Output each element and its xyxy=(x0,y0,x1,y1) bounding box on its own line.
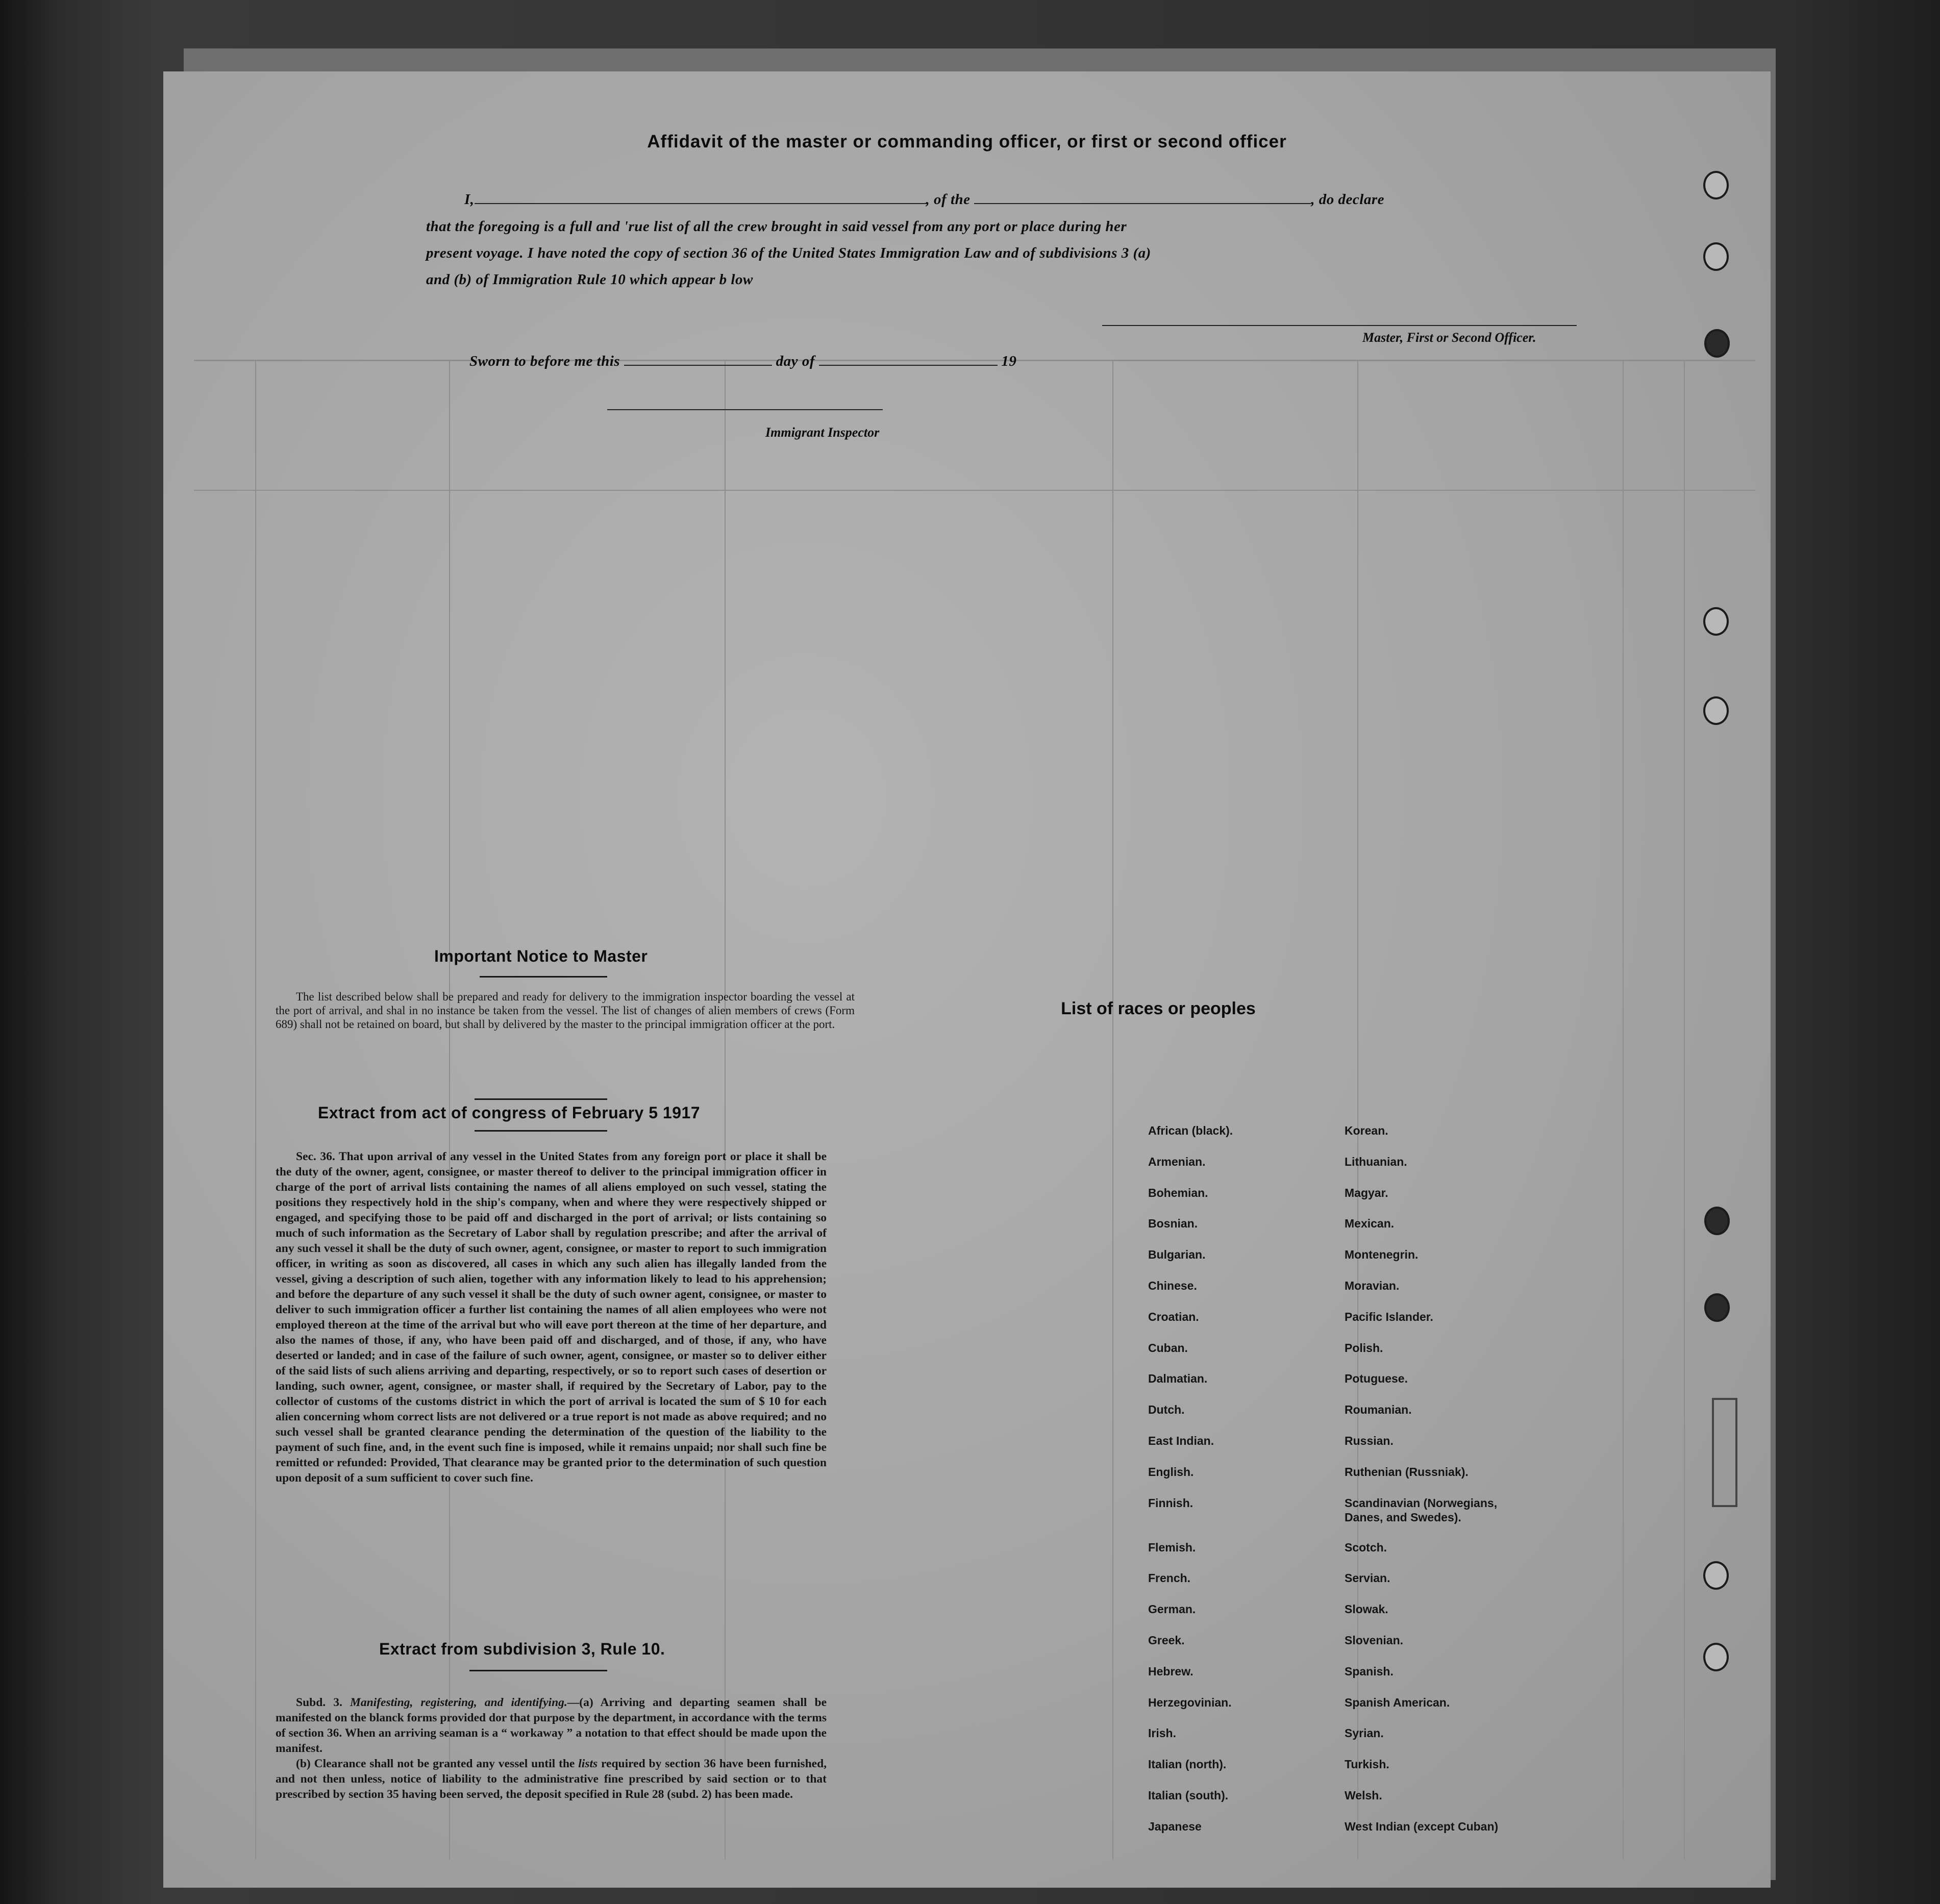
binder-hole xyxy=(1704,329,1730,358)
race-item: Bulgarian. xyxy=(1148,1248,1206,1262)
sworn-month-blank xyxy=(819,356,998,366)
race-item: Servian. xyxy=(1345,1571,1390,1585)
inspector-signature-line xyxy=(607,409,883,410)
rule-subd-label: Subd. 3. xyxy=(296,1696,342,1709)
race-item: Bohemian. xyxy=(1148,1186,1208,1199)
race-item: Lithuanian. xyxy=(1345,1155,1407,1168)
notice-text: The list described below shall be prepared and ready for delivery to the immigration inspector boarding the vessel at the port of arrival, and shal in no instance be taken from the vessel. The list of changes of alien members of crews (Form 689) shall not be retained on board, but shall by delivered by the master to the principal immigration officer at the port. xyxy=(276,990,855,1031)
race-item: Korean. xyxy=(1345,1124,1388,1137)
rule-text-b-prefix: (b) Clearance shall not be granted any vessel until the xyxy=(296,1757,575,1770)
race-item: Syrian. xyxy=(1345,1726,1384,1740)
race-item: Bosnian. xyxy=(1148,1217,1198,1231)
race-item: Cuban. xyxy=(1148,1341,1188,1355)
sworn-prefix: Sworn to before me this xyxy=(469,353,620,369)
race-item: Ruthenian (Russniak). xyxy=(1345,1465,1469,1479)
bleed-line xyxy=(194,490,1755,491)
race-item: African (black). xyxy=(1148,1124,1233,1137)
bleed-through-heading xyxy=(378,158,408,189)
rule-text-b-rest: required by section 36 have been furnished, and not then unless, notice of liability to the administrative fine prescribed by said section or to that prescribed by section 35 having been served, the deposit specified in Rule 28 (subd. 2) has been made. xyxy=(276,1757,827,1801)
rule-title: Extract from subdivision 3, Rule 10. xyxy=(379,1640,665,1658)
affidavit-title: Affidavit of the master or commanding officer, or first or second officer xyxy=(647,132,1287,152)
race-item: East Indian. xyxy=(1148,1434,1214,1447)
race-item: Polish. xyxy=(1345,1341,1383,1355)
affidavit-i: I, xyxy=(464,191,475,208)
bleed-line xyxy=(1684,360,1685,1860)
race-item: Welsh. xyxy=(1345,1789,1382,1802)
inspector-caption: Immigrant Inspector xyxy=(765,425,880,440)
binder-hole xyxy=(1703,171,1729,199)
race-item: Dalmatian. xyxy=(1148,1372,1208,1386)
rule-text-b-lists: lists xyxy=(578,1757,598,1770)
race-item: Flemish. xyxy=(1148,1540,1196,1554)
race-item: German. xyxy=(1148,1602,1196,1616)
race-item: Armenian. xyxy=(1148,1155,1206,1168)
sworn-day-of: day of xyxy=(776,353,815,369)
bleed-line xyxy=(1112,360,1113,1860)
affidavit-line-3: present voyage. I have noted the copy of section 36 of the United States Immigration Law and of subdivisions 3 (a) xyxy=(426,245,1151,261)
race-item: Roumanian. xyxy=(1345,1403,1412,1417)
race-item: Herzegovinian. xyxy=(1148,1695,1232,1709)
race-item: Greek. xyxy=(1148,1634,1185,1647)
race-item: Japanese xyxy=(1148,1819,1202,1833)
act-rule-bottom xyxy=(475,1130,607,1132)
handwritten-mark xyxy=(1806,453,1929,589)
race-item: Hebrew. xyxy=(1148,1664,1193,1678)
race-item: Spanish American. xyxy=(1345,1695,1450,1709)
act-title: Extract from act of congress of February 5 1917 xyxy=(318,1104,701,1122)
race-item: French. xyxy=(1148,1571,1191,1585)
binder-hole xyxy=(1703,696,1729,725)
race-item: Spanish. xyxy=(1345,1664,1394,1678)
race-item: Slowak. xyxy=(1345,1602,1388,1616)
race-item: Italian (south). xyxy=(1148,1789,1229,1802)
race-item: Scandinavian (Norwegians, Danes, and Swedes). xyxy=(1345,1496,1498,1524)
race-item: Scotch. xyxy=(1345,1540,1387,1554)
affidavit-line-2: that the foregoing is a full and 'rue list of all the crew brought in said vessel from any port or place during her xyxy=(426,218,1127,235)
rule-rule xyxy=(469,1670,607,1671)
sworn-year: 19 xyxy=(1001,353,1017,369)
binder-hole xyxy=(1703,242,1729,271)
binder-hole xyxy=(1704,1293,1730,1322)
races-title: List of races or peoples xyxy=(1061,999,1256,1018)
notice-title: Important Notice to Master xyxy=(434,947,648,965)
act-text: Sec. 36. That upon arrival of any vessel in the United States from any foreign port or place it shall be the duty of the owner, agent, consignee, or master thereof to deliver to the principal immigration officer in charge of the port of arrival lists containing the names of all aliens employed on such vessel, stating the positions they respectively hold in the ship's company, when and where they were respectively shipped or engaged, and specifying those to be paid off and discharged in the port of arrival; or lists containing so much of such information as the Secretary of Labor shall by regulation prescribe; and after the arrival of any such vessel it shall be the duty of such owner, agent, consignee, or master to report to such immigration officer, in writing as soon as discovered, all cases in which any such alien has illegally landed from the vessel, giving a description of such alien, together with any information likely to lead to his apprehension; and before the departure of any such vessel it shall be the duty of such owner agent, consignee, or master to deliver to such immigration officer a further list containing the names of all alien employees who were not employed thereon at the time of the arrival but who will eave port thereon at the time of her departure, and also the names of those, if any, who have been paid off and discharged, and of those, if any, who have deserted or landed; and in case of the failure of such owner, agent, consignee, or master so to deliver either of the said lists of such aliens arriving and departing, respectively, or so to report such cases of desertion or landing, such owner, agent, consignee, or master shall, if required by the Secretary of Labor, pay to the collector of customs of the customs district in which the port of arrival is located the sum of $ 10 for each alien concerning whom correct lists are not delivered or a true report is not made as above required; and no such vessel shall be granted clearance pending the determination of the question of the liability to the payment of such fine, and, in the event such fine is imposed, while it remains unpaid; nor shall such fine be remitted or refunded: Provided, That clearance may be granted prior to the determination of such question upon deposit of a sum sufficient to cover such fine. xyxy=(276,1150,827,1485)
rule-text-a: —(a) Arriving and departing seamen shall be manifested on the blanck forms provided dor that purpose by the department, in accordance with the terms of section 36. When an arriving seaman is a “ workaway ” a notation to that effect should be made upon the manifest. xyxy=(276,1696,827,1755)
race-item: Mexican. xyxy=(1345,1217,1395,1231)
sworn-line xyxy=(469,353,1016,370)
race-item: Moravian. xyxy=(1345,1279,1400,1292)
binder-hole xyxy=(1703,607,1729,636)
act-rule-top xyxy=(475,1098,607,1100)
rule-text xyxy=(276,1695,827,1802)
race-item: Montenegrin. xyxy=(1345,1248,1419,1262)
race-item: West Indian (except Cuban) xyxy=(1345,1819,1499,1833)
name-blank xyxy=(475,194,926,204)
filing-stamp xyxy=(1712,1398,1737,1507)
race-item: Dutch. xyxy=(1148,1403,1185,1417)
race-item: Turkish. xyxy=(1345,1758,1389,1771)
race-item: Magyar. xyxy=(1345,1186,1388,1199)
race-item: Pacific Islander. xyxy=(1345,1310,1433,1323)
bleed-line xyxy=(1623,360,1624,1860)
affidavit-line-4: and (b) of Immigration Rule 10 which appear b low xyxy=(426,271,753,288)
race-item: Finnish. xyxy=(1148,1496,1193,1510)
race-item: Slovenian. xyxy=(1345,1634,1404,1647)
bleed-line xyxy=(725,360,726,1860)
sworn-day-blank xyxy=(624,356,772,366)
race-item: English. xyxy=(1148,1465,1194,1479)
binder-hole xyxy=(1704,1207,1730,1235)
affidavit-line-1 xyxy=(464,191,1384,208)
affidavit-of-the: , of the xyxy=(926,191,971,208)
race-item: Russian. xyxy=(1345,1434,1394,1447)
binder-hole xyxy=(1703,1561,1729,1590)
vessel-blank xyxy=(974,194,1311,204)
master-caption: Master, First or Second Officer. xyxy=(1362,330,1536,345)
race-item: Croatian. xyxy=(1148,1310,1199,1323)
affidavit-do-declare: , do declare xyxy=(1311,191,1384,208)
master-signature-line xyxy=(1102,325,1577,326)
race-item: Irish. xyxy=(1148,1726,1176,1740)
rule-subd-heading: Manifesting, registering, and identifying. xyxy=(350,1696,567,1709)
race-item: Italian (north). xyxy=(1148,1758,1227,1771)
notice-rule xyxy=(480,976,607,978)
race-item: Chinese. xyxy=(1148,1279,1197,1292)
binder-hole xyxy=(1703,1643,1729,1671)
race-item: Potuguese. xyxy=(1345,1372,1408,1386)
document-page xyxy=(163,71,1771,1888)
bleed-line xyxy=(255,360,256,1860)
